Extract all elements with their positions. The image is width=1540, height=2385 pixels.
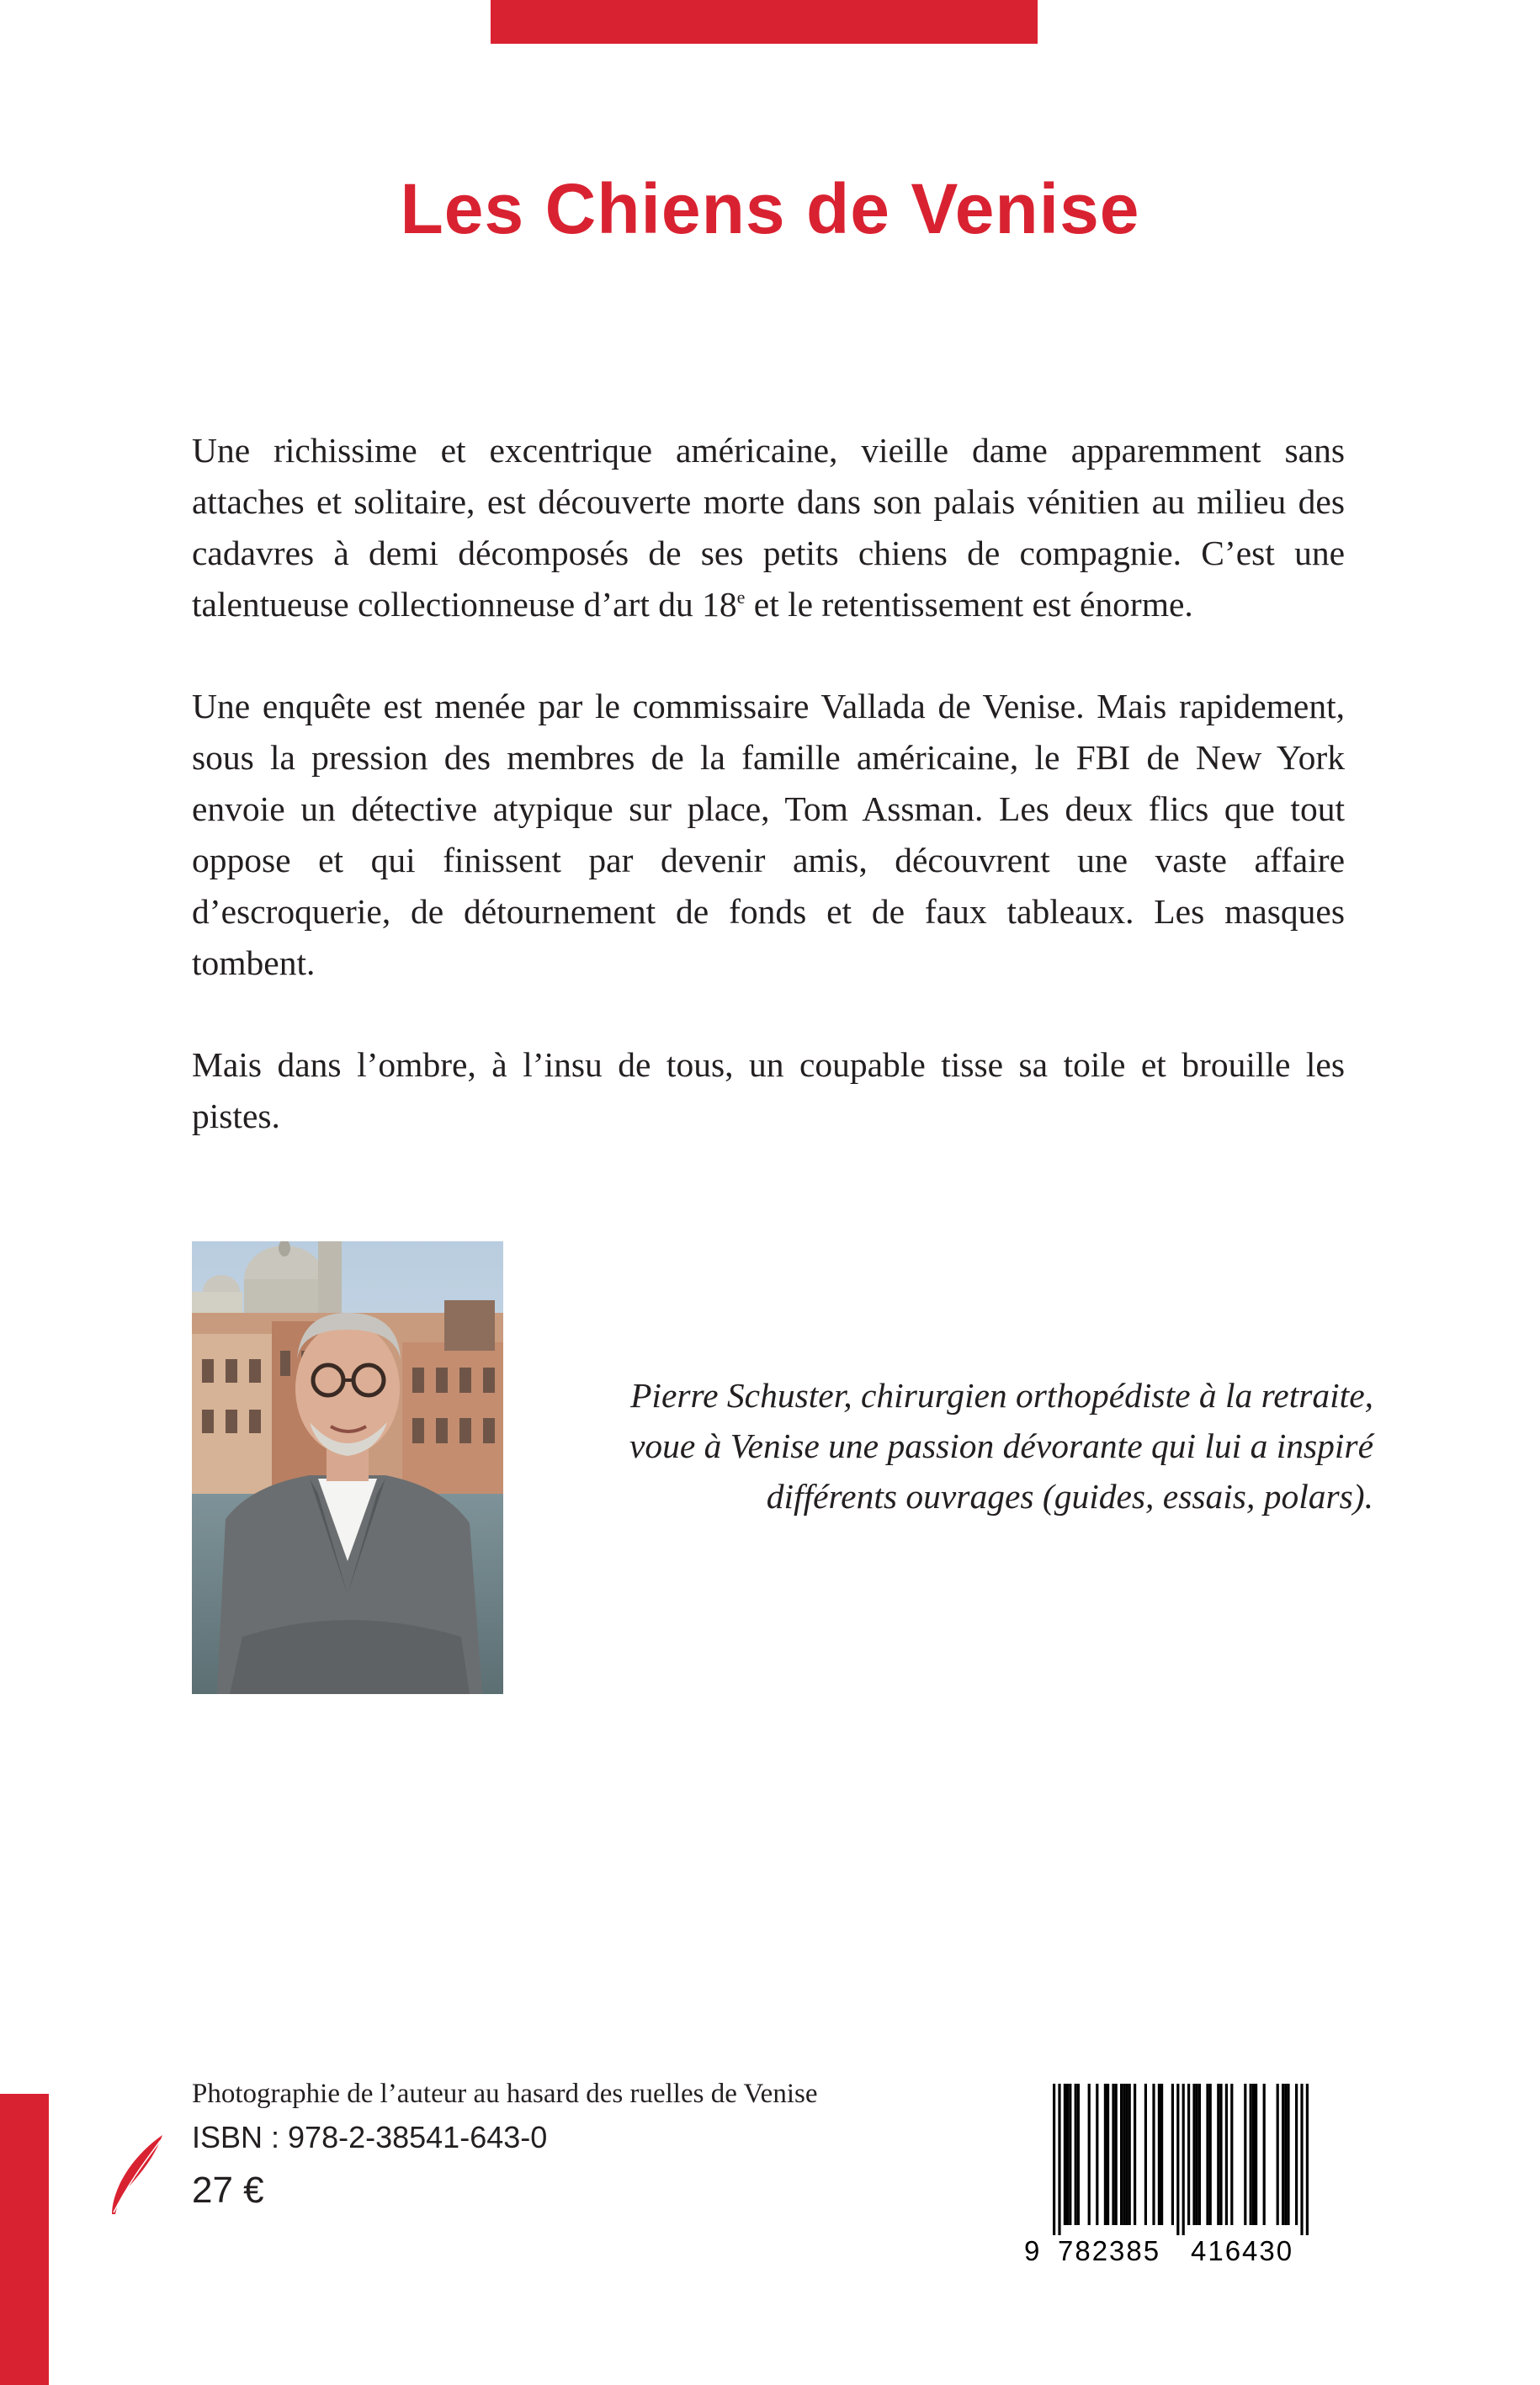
isbn: ISBN : 978-2-38541-643-0 <box>192 2120 548 2154</box>
barcode-bar <box>1107 2084 1109 2225</box>
feather-icon <box>105 2133 168 2218</box>
barcode-bar <box>1158 2084 1160 2225</box>
barcode-bar <box>1053 2084 1055 2235</box>
barcode-bar <box>1225 2084 1228 2225</box>
barcode-bar <box>1077 2084 1080 2225</box>
barcode-bar <box>1306 2084 1309 2235</box>
barcode-bar <box>1112 2084 1114 2225</box>
barcode-bar <box>1287 2084 1289 2225</box>
side-accent-bar <box>0 2094 49 2385</box>
synopsis-paragraph-1: Une richissime et excentrique américaine, vieille dame apparemment sans attaches et solitaire, est découverte morte dans son palais vénitien au milieu des cadavres à demi décomposés de ses petits chiens de compagnie. C’est une talentueuse collectionneuse d’art du 18e et le retentissement est énorme. <box>192 431 1345 624</box>
barcode-bars <box>1022 2080 1334 2235</box>
barcode-bar <box>1176 2084 1179 2235</box>
barcode-bar <box>1255 2084 1257 2225</box>
barcode-bar <box>1217 2084 1219 2225</box>
photo-credit: Photographie de l’auteur au hasard des ruelles de Venise <box>192 2079 818 2109</box>
barcode-left-digits: 782385 <box>1058 2235 1161 2266</box>
barcode-bar <box>1252 2084 1255 2225</box>
barcode-bar <box>1284 2084 1287 2225</box>
author-photo <box>192 1241 503 1694</box>
barcode-first-digit: 9 <box>1024 2235 1040 2266</box>
barcode-bar <box>1144 2084 1147 2225</box>
barcode-bar <box>1104 2084 1107 2225</box>
barcode-bar <box>1064 2084 1066 2225</box>
barcode <box>1022 2080 1334 2272</box>
barcode-bar <box>1250 2084 1252 2225</box>
barcode-bar <box>1120 2084 1123 2225</box>
barcode-bar <box>1209 2084 1212 2225</box>
barcode-bar <box>1069 2084 1071 2225</box>
barcode-bar <box>1152 2084 1155 2225</box>
barcode-bar <box>1128 2084 1131 2225</box>
barcode-bar <box>1125 2084 1128 2225</box>
barcode-bar <box>1058 2084 1060 2235</box>
barcode-bar <box>1182 2084 1185 2235</box>
top-accent-bar <box>491 0 1038 44</box>
barcode-bar <box>1075 2084 1077 2225</box>
barcode-bar <box>1187 2084 1190 2225</box>
barcode-bar <box>1300 2084 1303 2235</box>
barcode-bar <box>1171 2084 1174 2225</box>
author-bio <box>523 1370 1373 1522</box>
author-bio-line: différents ouvrages (guides, essais, polars). <box>766 1477 1373 1516</box>
barcode-right-digits: 416430 <box>1191 2235 1294 2266</box>
price: 27 € <box>192 2170 264 2211</box>
barcode-digits <box>1022 2235 1334 2267</box>
barcode-bar <box>1263 2084 1266 2225</box>
synopsis <box>192 425 1345 1192</box>
barcode-bar <box>1115 2084 1118 2225</box>
barcode-bar <box>1295 2084 1298 2225</box>
barcode-bar <box>1096 2084 1098 2225</box>
barcode-bar <box>1206 2084 1208 2225</box>
barcode-bar <box>1134 2084 1136 2225</box>
barcode-bar <box>1196 2084 1198 2225</box>
synopsis-paragraph-2: Une enquête est menée par le commissaire Vallada de Venise. Mais rapidement, sous la pression des membres de la famille américaine, le FBI de New York envoie un détective atypique sur place, Tom Assman. Les deux flics que tout oppose et qui finissent par devenir amis, découvrent une vaste affaire d’escroquerie, de détournement de fonds et de faux tableaux. Les masques tombent. <box>192 687 1345 982</box>
barcode-bar <box>1282 2084 1284 2225</box>
barcode-bar <box>1244 2084 1246 2225</box>
barcode-bar <box>1198 2084 1201 2225</box>
synopsis-paragraph-3: Mais dans l’ombre, à l’insu de tous, un coupable tisse sa toile et brouille les pistes. <box>192 1045 1345 1135</box>
barcode-bar <box>1277 2084 1279 2225</box>
barcode-bar <box>1123 2084 1125 2225</box>
barcode-bar <box>1066 2084 1069 2225</box>
barcode-bar <box>1219 2084 1222 2225</box>
author-bio-line: Pierre Schuster, chirurgien orthopédiste à la retraite, <box>630 1376 1373 1415</box>
author-bio-line: voue à Venise une passion dévorante qui lui a inspiré <box>629 1426 1373 1465</box>
barcode-bar <box>1160 2084 1163 2225</box>
barcode-bar <box>1230 2084 1233 2225</box>
book-title: Les Chiens de Venise <box>400 169 1140 248</box>
barcode-bar <box>1088 2084 1091 2225</box>
barcode-bar <box>1192 2084 1195 2225</box>
